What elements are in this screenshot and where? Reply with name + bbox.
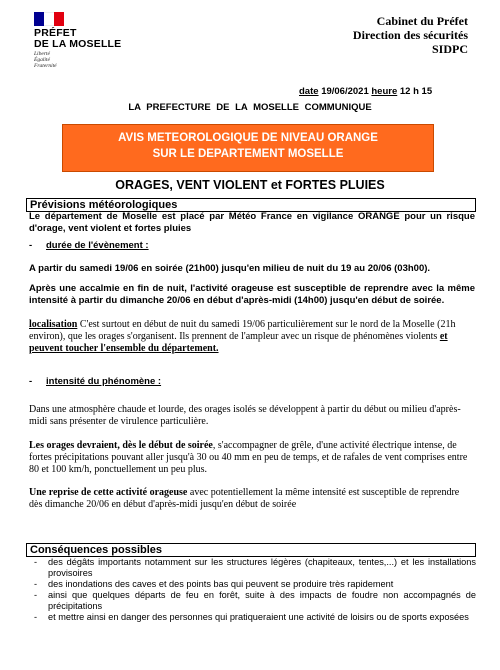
- reprise-paragraph: [29, 487, 475, 511]
- duree-label: durée de l'évènement :: [46, 240, 149, 251]
- localisation-emphasis: et peuvent toucher l'ensemble du département.: [29, 331, 448, 354]
- previsions-heading: Prévisions météorologiques: [26, 198, 476, 212]
- duree-item: [29, 240, 149, 252]
- orange-alert-box: [62, 124, 434, 172]
- accalmie-text: Après une accalmie en fin de nuit, l'activité orageuse est susceptible de reprendre avec la même intensité à partir du dimanche 20/06 en début d'après-midi (14h00) jusqu'en début de soirée.: [29, 283, 475, 306]
- list-item: - des dégâts importants notamment sur les structures légères (chapiteaux, tentes,...) et les installations provisoires: [34, 557, 476, 578]
- bullet-dash: -: [29, 376, 33, 387]
- header-direction: Direction des sécurités: [352, 28, 468, 42]
- localisation-text: C'est surtout en début de nuit du samedi 19/06 particulièrement sur le nord de la Moselle (21h environ), que les orages s'organisent. Ils prennent de l'ampleur avec un risque de phénomènes violents: [29, 319, 456, 342]
- motto-liberte: Liberté: [34, 51, 50, 57]
- header-sidpc: SIDPC: [431, 42, 468, 56]
- header-cabinet: Cabinet du Préfet: [376, 14, 468, 28]
- previsions-intro: Le département de Moselle est placé par Météo France en vigilance ORANGE pour un risque d'orage, vent violent et fortes pluies: [29, 211, 475, 234]
- orages-paragraph: [29, 440, 475, 476]
- consequences-list: [26, 557, 476, 623]
- alert-subtitle: ORAGES, VENT VIOLENT et FORTES PLUIES: [115, 178, 385, 192]
- localisation-paragraph: [29, 319, 475, 355]
- localisation-label: localisation: [29, 319, 78, 330]
- motto-fraternite: Fraternité: [34, 63, 57, 69]
- list-item: - et mettre ainsi en danger des personnes qui pratiqueraient une activité de loisirs ou de sports exposées: [34, 612, 469, 622]
- list-item: - ainsi que quelques départs de feu en forêt, suite à des impacts de foudre non accompagnés de précipitations: [34, 590, 476, 611]
- reprise-emphasis: Une reprise de cette activité orageuse: [29, 487, 188, 498]
- bullet-dash: -: [29, 240, 33, 251]
- alert-title-line1: AVIS METEOROLOGIQUE DE NIVEAU ORANGE: [118, 132, 378, 144]
- heure-label: heure: [371, 86, 398, 97]
- duree-text: A partir du samedi 19/06 en soirée (21h00) jusqu'en milieu de nuit du 19 au 20/06 (03h00).: [29, 263, 431, 274]
- intensite-label: intensité du phénomène :: [46, 376, 162, 387]
- reprise-text: avec potentiellement la même intensité est susceptible de reprendre dès dimanche 20/06 en début d'après-midi jusqu'en début de soirée: [29, 487, 460, 510]
- intensite-item: [29, 376, 161, 388]
- communique-heading: LA PREFECTURE DE LA MOSELLE COMMUNIQUE: [128, 102, 372, 113]
- date-label: date: [299, 86, 319, 97]
- consequence-text: des dégâts importants notamment sur les structures légères (chapiteaux, tentes,...) et les installations provisoires: [48, 557, 476, 578]
- consequence-text: des inondations des caves et des points bas qui peuvent se produire très rapidement: [48, 579, 394, 589]
- orages-emphasis: Les orages devraient, dès le début de soirée: [29, 440, 213, 451]
- alert-title-line2: SUR LE DEPARTEMENT MOSELLE: [152, 148, 344, 160]
- orages-text: , s'accompagner de grêle, d'une activité électrique intense, de fortes précipitations pouvant aller jusqu'à 30 ou 40 mm en peu de temps, et de rafales de vent comprises entre 80 et 100 km/h, ponctuellement un peu plus.: [29, 440, 468, 475]
- consequence-text: ainsi que quelques départs de feu en forêt, suite à des impacts de foudre non accompagnés de précipitations: [48, 590, 476, 611]
- date-value: 19/06/2021: [321, 86, 369, 97]
- consequences-heading: Conséquences possibles: [26, 543, 476, 557]
- list-item: - des inondations des caves et des points bas qui peuvent se produire très rapidement: [34, 579, 394, 589]
- intensite-text: Dans une atmosphère chaude et lourde, des orages isolés se développent à partir du début ou milieu d'après-midi sans présenter de virulence particulière.: [29, 404, 461, 427]
- consequence-text: et mettre ainsi en danger des personnes qui pratiqueraient une activité de loisirs ou de sports exposées: [48, 612, 469, 622]
- flag-logo-icon: [34, 12, 64, 26]
- dateline: [299, 86, 432, 97]
- logo-motto: [34, 51, 57, 69]
- logo-line1: PRÉFET: [34, 27, 77, 39]
- motto-egalite: Égalité: [34, 57, 50, 63]
- heure-value: 12 h 15: [399, 86, 433, 97]
- logo-line2: DE LA MOSELLE: [34, 38, 122, 50]
